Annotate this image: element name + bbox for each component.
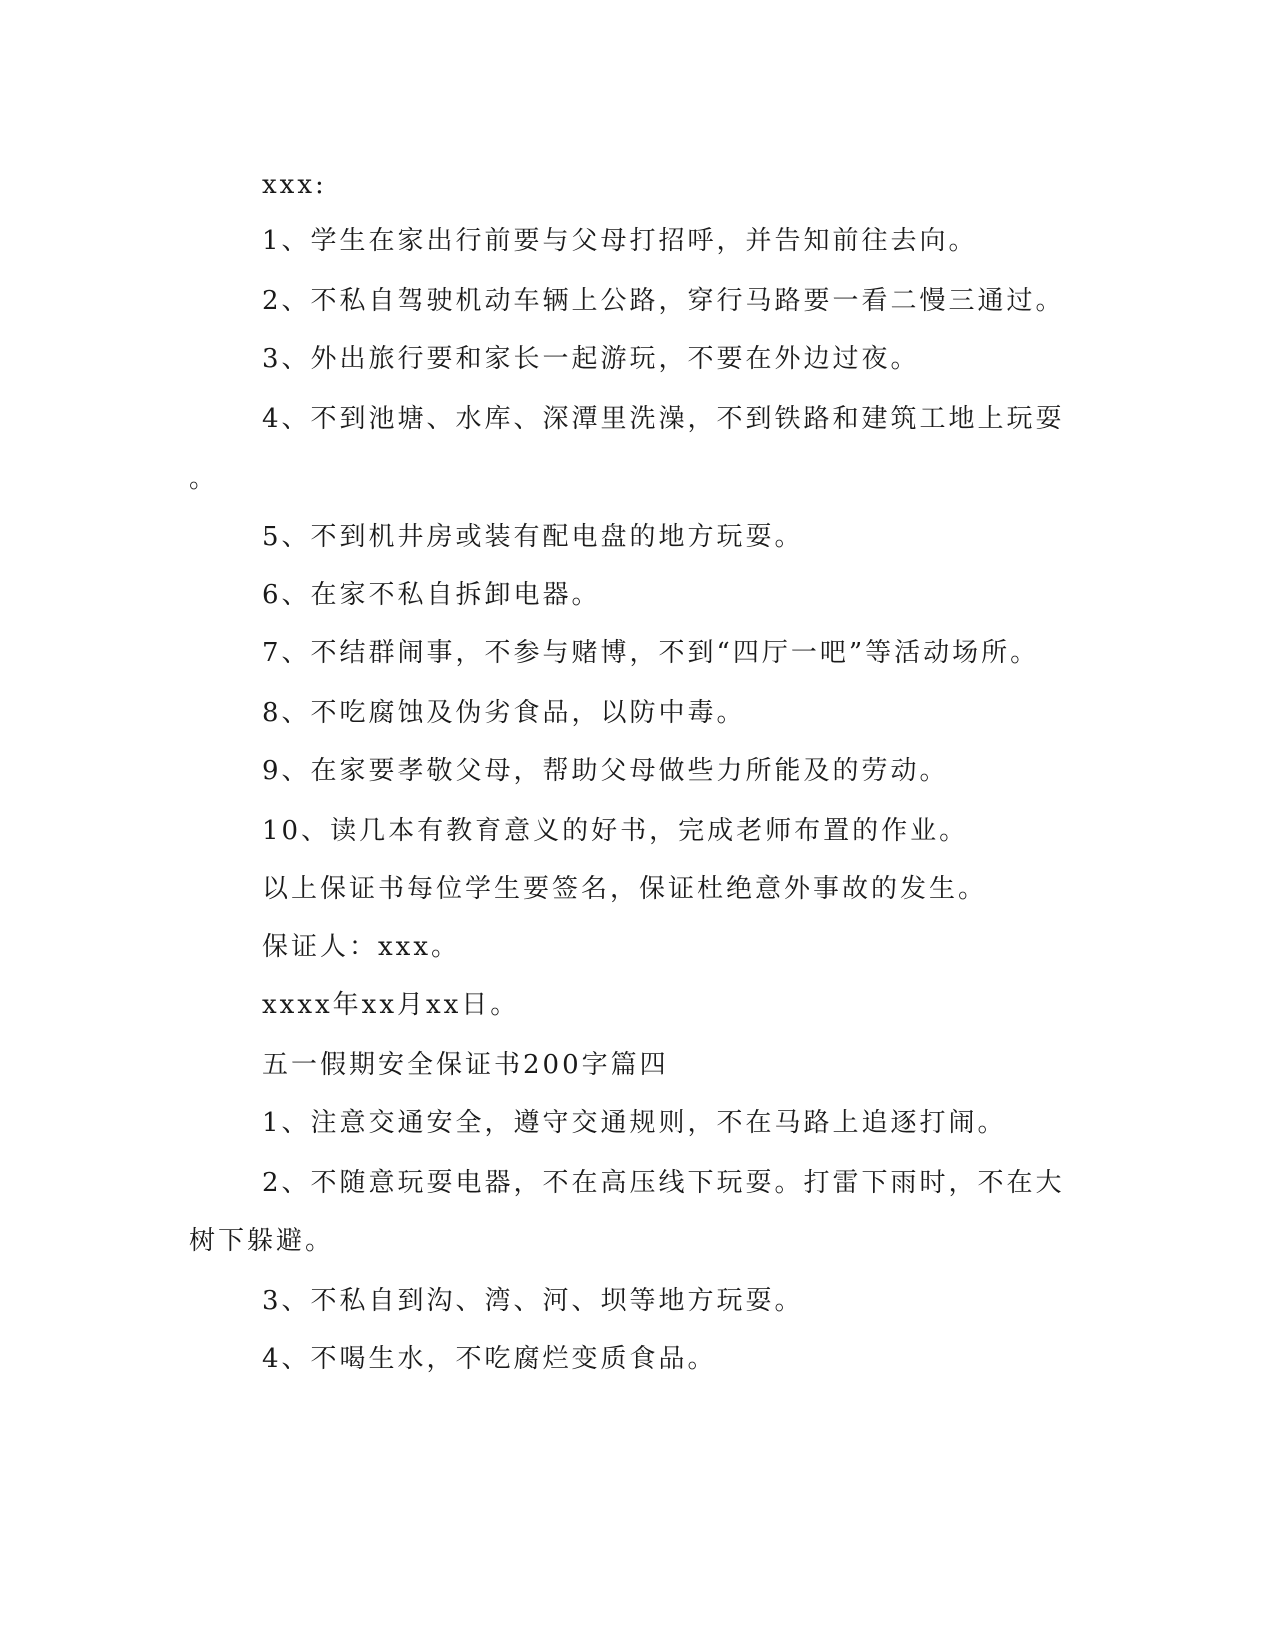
section-4-rule-1: 1、注意交通安全，遵守交通规则，不在马路上追逐打闹。	[262, 1108, 1007, 1138]
rule-4-wrap-line: 。	[189, 464, 219, 494]
rule-1-line: 1、学生在家出行前要与父母打招呼，并告知前往去向。	[262, 226, 978, 256]
rule-10-line: 10、读几本有教育意义的好书，完成老师布置的作业。	[262, 816, 969, 846]
rule-4-line: 4、不到池塘、水库、深潭里洗澡，不到铁路和建筑工地上玩耍	[262, 404, 1065, 434]
rule-2-line: 2、不私自驾驶机动车辆上公路，穿行马路要一看二慢三通过。	[262, 286, 1065, 316]
rule-9-line: 9、在家要孝敬父母，帮助父母做些力所能及的劳动。	[262, 756, 949, 786]
rule-3-line: 3、外出旅行要和家长一起游玩，不要在外边过夜。	[262, 344, 920, 374]
guarantor-line: 保证人：xxx。	[262, 932, 460, 962]
rule-8-line: 8、不吃腐蚀及伪劣食品，以防中毒。	[262, 698, 746, 728]
salutation-line: xxx:	[262, 170, 327, 200]
rule-6-line: 6、在家不私自拆卸电器。	[262, 580, 601, 610]
section-4-rule-3: 3、不私自到沟、湾、河、坝等地方玩耍。	[262, 1286, 804, 1316]
section-4-rule-2-wrap: 树下躲避。	[189, 1226, 335, 1256]
rule-7-line: 7、不结群闹事，不参与赌博，不到“四厅一吧”等活动场所。	[262, 638, 1040, 668]
rule-5-line: 5、不到机井房或装有配电盘的地方玩耍。	[262, 522, 804, 552]
section-heading: 五一假期安全保证书200字篇四	[262, 1050, 669, 1080]
section-4-rule-2: 2、不随意玩耍电器，不在高压线下玩耍。打雷下雨时，不在大	[262, 1168, 1065, 1198]
section-4-rule-4: 4、不喝生水，不吃腐烂变质食品。	[262, 1344, 717, 1374]
date-line: xxxx年xx月xx日。	[262, 990, 520, 1020]
closing-line: 以上保证书每位学生要签名，保证杜绝意外事故的发生。	[262, 874, 988, 904]
